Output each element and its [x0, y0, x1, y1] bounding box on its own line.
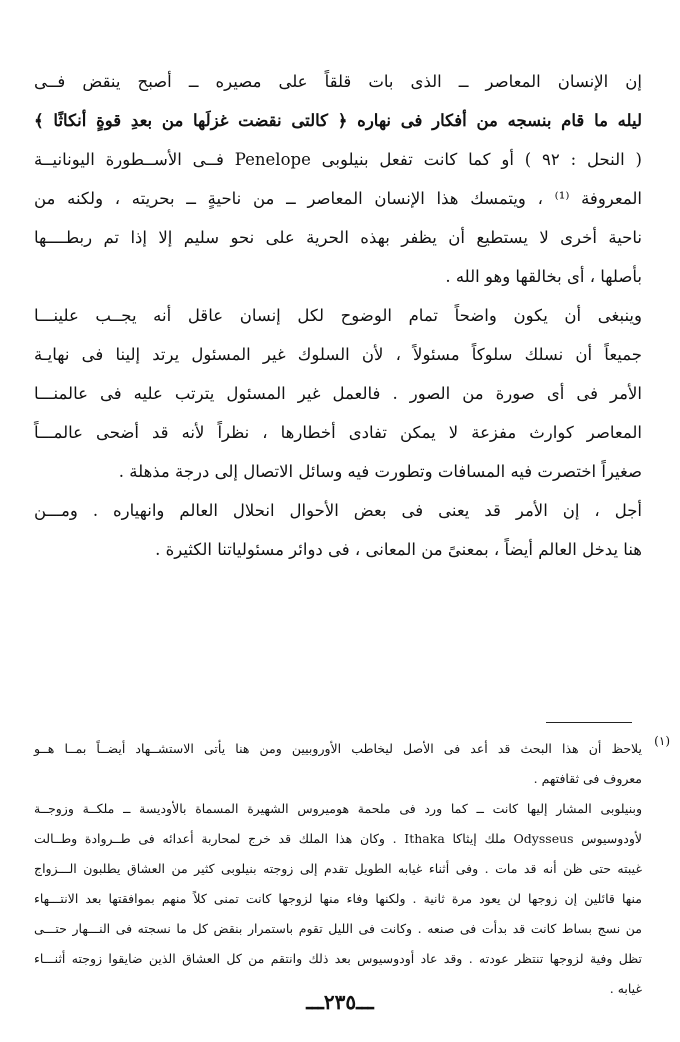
- footnote-line: من نسج بساط كانت قد بدأت فى صنعه . وكانت فى الليل تقوم باستمرار بنقض كل ما نسجته فى النـــهار حتـــى: [34, 921, 642, 936]
- text-line: الأمر فى أى صورة من الصور . فالعمل غير المسئول يترتب عليه فى عالمنـــا: [34, 384, 642, 403]
- footnote-separator: [546, 722, 632, 723]
- footnote-line: غيبته حتى ظن أنه قد مات . وفى أثناء غيابه الطويل تقدم إلى زوجته بنيلوبى كثير من العشاق يطلبون الـــزواج: [34, 861, 642, 876]
- text-line: المعاصر كوارث مفزعة لا يمكن تفادى أخطارها ، نظراً لأنه قد أضحى عالمـــاً: [34, 423, 642, 442]
- text-line: بأصلها ، أى بخالقها وهو الله .: [445, 267, 642, 286]
- footnote-line: غيابه .: [609, 981, 642, 996]
- footnote-line: يلاحظ أن هذا البحث قد أعد فى الأصل ليخاطب الأوروبيين ومن هنا يأتى الاستشــهاد أيضــاً بمــا هــو: [34, 741, 642, 756]
- text-line: وينبغى أن يكون واضحاً تمام الوضوح لكل إنسان عاقل أنه يجــب علينـــا: [34, 306, 642, 325]
- page-number: ـــ٢٣٥ـــ: [306, 990, 374, 1014]
- main-text: [34, 62, 642, 569]
- footnote-line: وبنيلوبى المشار إليها كانت ــ كما ورد فى ملحمة هوميروس الشهيرة المسماة بالأوديسة ــ ملكــة وزوجــة: [34, 801, 642, 816]
- footnote-line: تظل وفية لزوجها تنتظر عودته . وقد عاد أودوسيوس بعد ذلك وانتقم من كل العشاق الذين ضايقوا زوجته أثنـــاء: [34, 951, 642, 966]
- footnote-line: لأودوسيوس Odysseus ملك إيثاكا Ithaka . وكان هذا الملك قد خرج لمحاربة أعدائه فى طــروادة وطــالت: [34, 831, 642, 846]
- text-line-quran: ليله ما قام بنسجه من أفكار فى نهاره ﴿ كالتى نقضت غزلَها من بعدِ قوةٍ أنكاثًا ﴾: [34, 111, 642, 130]
- footnote-marker: (١): [654, 734, 670, 748]
- text-line: هنا يدخل العالم أيضاً ، بمعنىً من المعانى ، فى دوائر مسئولياتنا الكثيرة .: [155, 540, 642, 559]
- text-line: أجل ، إن الأمر قد يعنى فى بعض الأحوال انحلال العالم وانهياره . ومـــن: [34, 501, 642, 520]
- text-line: المعروفة ⁽¹⁾ ، ويتمسك هذا الإنسان المعاصر ــ من ناحيةٍ ــ بحريته ، ولكنه من: [34, 189, 643, 208]
- footnote-line: منها قائلين إن زوجها لن يعود مرة ثانية . ولكنها وفاء منها لزوجها كانت تمنى كلاً منهم بموافقتها بعد الانتـــهاء: [34, 891, 642, 906]
- text-line: ( النحل : ٩٢ ) أو كما كانت تفعل بنيلوبى Penelope فــى الأســطورة اليونانيــة: [34, 150, 642, 169]
- text-line: ناحية أخرى لا يستطيع أن يظفر بهذه الحرية على نحو سليم إلا إذا تم ربطــــها: [34, 228, 642, 247]
- footnotes: [34, 734, 670, 1004]
- text-line: جميعاً أن نسلك سلوكاً مسئولاً ، لأن السلوك غير المسئول يرتد إلينا فى نهايـة: [34, 345, 642, 364]
- text-line: إن الإنسان المعاصر ــ الذى بات قلقاً على مصيره ــ أصبح ينقض فــى: [34, 72, 642, 91]
- text-line: صغيراً اختصرت فيه المسافات وتطورت فيه وسائل الاتصال إلى درجة مذهلة .: [118, 462, 642, 481]
- footnote-line: معروف فى ثقافتهم .: [533, 771, 642, 786]
